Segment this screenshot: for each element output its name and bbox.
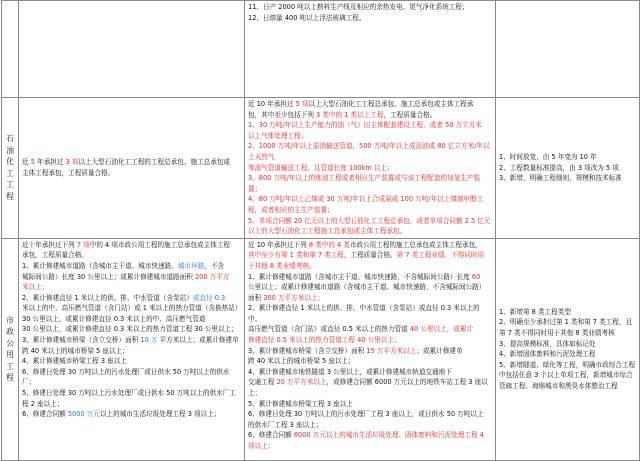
text-run: 6、修建合同额 — [22, 410, 68, 419]
note-line: 5、新增隧道、绿化等工程，明确市政综合工程中包括任意 3 个以上单项工程，新增城市综合管廊工程、海绵城市和黑臭水体整治工程 — [499, 360, 636, 390]
text-run: 近 10 年承担过 — [248, 100, 296, 108]
requirement-line — [248, 335, 492, 346]
text-run: 3、累计修建城市桥梁（含立交桥）面积 — [22, 336, 141, 345]
requirement-line — [22, 388, 241, 409]
category-char: 工 — [6, 361, 14, 371]
text-run: ；或累计修建单 — [416, 346, 463, 355]
requirement-line — [22, 293, 241, 304]
category-char: 市 — [6, 315, 14, 325]
text-run: 修建直径 0.5 米以上的热力管道工程 40 公里以上； — [248, 336, 401, 345]
old-requirement-cell-top — [19, 1, 245, 98]
requirement-line — [248, 399, 492, 410]
text-run: 平方米以上；或累计修建单 — [157, 336, 239, 345]
text-run: 5 — [30, 158, 35, 167]
requirement-line — [22, 324, 241, 335]
text-run: 于其他 8 类业绩考核。 — [248, 261, 316, 270]
requirement-line — [248, 272, 492, 283]
note-line: 4、新增固体废料和污泥处理工程 — [499, 350, 596, 359]
text-run: 中的 4 项市政公用工程的施工总承包或主体工程 — [89, 240, 231, 249]
requirement-line — [248, 441, 492, 452]
requirement-line — [248, 216, 492, 227]
category-char: 化 — [6, 157, 14, 167]
text-run: ，工程质量合格。 — [343, 251, 397, 260]
requirement-line — [248, 367, 492, 378]
new-requirement-cell-petrochem — [245, 98, 496, 239]
requirement-line — [22, 157, 241, 168]
note-line: 1、时间放宽，由 5 年变为 10 年 — [499, 152, 597, 161]
requirement-line — [248, 293, 492, 304]
text-run: 以上大型石油化工工程的工程总承包、施工总承包或 — [78, 158, 231, 167]
text-run: 跨 40 米以上的城市桥梁 5 座以上； — [22, 346, 129, 355]
requirement-line — [248, 303, 492, 324]
note-line: 1、新增第 8 类工程类型 — [499, 307, 571, 316]
text-run: 承包，工程质量合格。 — [22, 251, 88, 260]
old-requirement-cell-petrochem — [19, 98, 245, 239]
requirement-line — [22, 282, 241, 293]
requirement-line: 11、日产 2000 吨以上熟料生产线及相应的余热发电、尾气净化系统工程； — [248, 3, 469, 11]
text-run: 公里以上；或累计修建城市道路（含城市主干道、城市快速路，不含城际间公路） — [248, 283, 486, 292]
text-run: 3、累计修建城市桥梁（含立交桥）面积 — [248, 346, 367, 355]
requirement-line — [248, 120, 492, 131]
text-run: 等油气管道输送工程，且管道长度 100km 以上； — [248, 163, 394, 172]
text-run: 年承担过 — [34, 158, 66, 167]
text-run: 以上大型石油化工工程总承包、施工总承包或主体工程承 — [308, 100, 474, 108]
text-run: 米以上的中、高压燃气管道（含门站）或 1 米以上的热力管道（含换热站） — [22, 304, 242, 313]
requirement-line — [22, 303, 241, 314]
text-run: 6、修建合同额 — [248, 431, 294, 440]
requirement-line — [22, 346, 241, 357]
category-cell-petrochem — [2, 98, 19, 239]
notes-cell-petrochem — [496, 98, 640, 239]
text-run: ，工程质量合格。 — [383, 110, 437, 119]
text-run: 主体工程承包，工程质量合格。 — [22, 168, 115, 177]
category-char: 用 — [6, 350, 14, 360]
text-run: 高压燃气管道（含门站）或直径 0.5 米以上的热力管道 — [248, 325, 410, 334]
text-run: 米以上； — [22, 283, 49, 292]
requirement-line — [248, 282, 492, 293]
text-run: 近十年承担过下列 — [22, 240, 77, 249]
text-run: 8 类中的 4 类 — [308, 240, 350, 249]
requirement-line — [248, 226, 492, 237]
requirement-line — [248, 99, 492, 110]
category-char: 工 — [6, 180, 14, 190]
text-run: 2、累计修建直径 1 米以上的供、排、中水管道（含泵站）或直径 0.3 米以上的中、 — [248, 304, 480, 323]
text-run: 4、累计修建城市地铁隧道 3 公里以上，或累计修建城市轨道交通地下 — [248, 367, 452, 376]
requirement-line — [248, 205, 492, 216]
requirement-line — [248, 184, 492, 195]
text-run: 200 万平方 — [194, 272, 230, 281]
requirement-line — [22, 409, 241, 420]
text-run: 30 公里以上，或累计修建直径 0.3 米以上的中、高压燃气管道 — [22, 314, 206, 323]
text-run: 程，或者相应的主生产装置； — [248, 205, 334, 214]
text-run: 5000 万元 — [67, 410, 100, 419]
category-char: 油 — [6, 145, 14, 155]
category-char: 程 — [6, 191, 14, 201]
requirement-line — [248, 261, 492, 272]
table-row-top — [2, 1, 640, 98]
text-run: 6、修建日处理 30 万吨以上的污水处理厂工程 3 座以上，或日供水 50 万吨以上 — [248, 410, 484, 419]
text-run: 以上气体处理工程； — [248, 131, 308, 140]
requirement-line — [248, 377, 492, 398]
notes-cell-top — [496, 1, 640, 98]
requirement-line — [22, 356, 241, 367]
old-requirement-cell-municipal — [19, 238, 245, 460]
text-run: 5、单项合同额 20 亿元以上的大型石油化工工程总承包，或者单项合同额 2.5 亿元 — [248, 216, 491, 225]
note-line: 2、工程数量标准提高，由 3 项改为 5 项 — [499, 163, 619, 172]
text-run: 第 7 类工程业绩，不得同时用 — [396, 251, 485, 260]
notes-cell-municipal — [496, 238, 640, 460]
text-run: 15 万平方米以上 — [366, 346, 417, 355]
requirement-line — [248, 163, 492, 174]
category-cell-municipal — [2, 238, 19, 460]
text-run: 跨 40 米以上的城市桥梁 5 座以上； — [248, 357, 355, 366]
text-run: ，或修建合同额 6000 万元以上的地铁车站工程 3 座以上； — [248, 378, 488, 398]
text-run: 1、累计修建城市道路（含城市主干道、城市快速路，不含城际间公路）长度 — [248, 272, 472, 281]
text-run: 包，其中至少包括下列 — [248, 110, 317, 119]
text-run: 1、累计修建城市道路（含城市主干道、城市快速路、 — [22, 261, 178, 270]
text-run: 近 10 年承担过下列 — [248, 240, 309, 249]
requirement-line — [22, 261, 241, 272]
text-run: 7 项 — [76, 240, 90, 249]
requirement-line — [248, 250, 492, 261]
text-run: 4、累计修建城市桥梁工程 3 座以上 — [22, 357, 127, 366]
text-run: 2、1000 万吨/年以上原油输送管道，500 万吨/年以上成品油或 80 亿立方米/年以上天然气 — [248, 142, 490, 161]
requirement-line — [248, 420, 492, 431]
text-run: 300 万平方米以上； — [263, 293, 325, 302]
text-run: ，不含 — [204, 261, 225, 270]
requirement-line — [248, 131, 492, 142]
category-cell-top — [2, 1, 19, 98]
text-run: 5、累计修建城市桥梁工程 3 座以上 — [248, 399, 353, 408]
category-char: 公 — [6, 338, 14, 348]
requirement-line — [248, 240, 492, 251]
requirement-line: 12、日熔量 400 吨以上浮法玻璃工程。 — [248, 13, 366, 22]
text-run: 10 万 — [140, 336, 158, 345]
text-run: 60 — [471, 272, 481, 281]
note-line: 3、新增，明确工程细则，规模和技术标准 — [499, 174, 622, 183]
text-run: 5、修建日处理 30 万吨以上污水处理厂或日供水 50 万吨以上的供水厂工程 2 座以上； — [22, 389, 236, 408]
requirement-line — [248, 173, 492, 184]
text-run: 4、80 万吨/年以上乙烯或 30 万吨/年以上合成氨或 100 万吨/年以上煤制甲醇工 — [248, 195, 484, 204]
text-run: 5 项 — [295, 100, 309, 108]
text-run: 30 公里以上，或累计修建直径 0.3 米以上的热力管道工程 30 公里以上； — [22, 325, 238, 334]
text-run: 市政公用工程的施工总承包或主体工程承包， — [349, 240, 482, 249]
text-run: 3 类中的 1 类以上工程 — [316, 110, 384, 119]
requirement-line — [22, 335, 241, 346]
text-run: 近 — [22, 158, 31, 167]
requirement-line — [22, 272, 241, 283]
text-run: 交通工程 — [248, 378, 277, 387]
text-run: 的供水厂工程 3 座以上； — [248, 420, 323, 429]
new-requirement-cell-top — [245, 1, 496, 98]
requirement-line — [248, 110, 492, 121]
requirement-line — [248, 141, 492, 162]
table-row-petrochem — [2, 98, 640, 239]
requirement-line — [22, 314, 241, 325]
table-row-municipal — [2, 238, 640, 460]
text-run: 3、800 万吨/年以上的炼油工程或者相应生产装置或与该工程配套的加氢生产装 — [248, 174, 481, 183]
text-run: 置； — [248, 184, 262, 193]
requirement-line — [248, 346, 492, 357]
text-run: 2、累计修建直径 1 米以上的供、排、中水管道（含泵站） — [22, 293, 193, 302]
text-run: 城市环路 — [177, 261, 205, 270]
text-run: 40 公里以上，或累计 — [409, 325, 474, 334]
new-requirement-cell-municipal — [245, 238, 496, 460]
category-char: 政 — [6, 327, 14, 337]
text-run: 其中至少有第 1 类和第 7 类工程 — [248, 251, 344, 260]
qualification-comparison-table — [1, 0, 640, 461]
text-run: 6、修建日处理 30 万吨以上的污水处理厂或日供水 50 万吨以上的供水厂； — [22, 367, 230, 387]
text-run: 以上的城市生活垃圾处理工程 3 项以上； — [99, 410, 221, 419]
note-line: 3、提高规模标准，具体如标记处 — [499, 339, 596, 348]
text-run: 面积 — [248, 293, 264, 302]
category-char: 程 — [6, 373, 14, 383]
requirement-line — [248, 324, 492, 335]
text-run: 3 项 — [65, 158, 79, 167]
text-run: 6000 万元以上的城市生活垃圾处理、固体废料和污泥处理工程 4 — [293, 431, 484, 440]
text-run: 城际间公路）长度 30 公里以上；或累计修建城市道路面积 — [22, 272, 195, 281]
requirement-line — [22, 240, 241, 251]
requirement-line — [248, 430, 492, 441]
category-char: 工 — [6, 168, 14, 178]
text-run: 或直径 0.3 — [192, 293, 226, 302]
text-run: 项以上； — [248, 442, 275, 450]
text-run: 1、30 万吨/年以上生产能力的油（气）田主体配套建设工程，或者 50 万立方米 — [248, 121, 482, 130]
requirement-line — [248, 194, 492, 205]
requirement-line — [22, 168, 241, 179]
text-run: 以上的大型石油化工工程施工总承包或主体工程承包。 — [248, 227, 407, 236]
text-run: 20 万平方米以上 — [276, 378, 327, 387]
requirement-line — [22, 367, 241, 388]
note-line: 2、明确至少承担过第 1 类和第 7 类工程，且第 7 类不得同时用于其他 8 类业绩考核 — [499, 318, 633, 338]
requirement-line — [22, 250, 241, 261]
category-char: 石 — [6, 134, 14, 144]
requirement-line — [248, 409, 492, 420]
requirement-line — [248, 356, 492, 367]
